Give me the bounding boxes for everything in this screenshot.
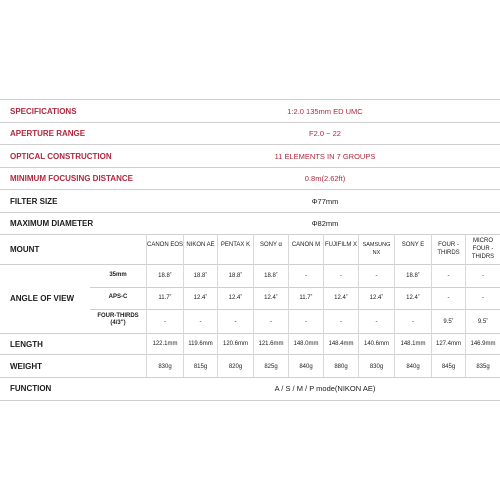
weight-cell: 815g (193, 364, 208, 370)
weight-cell: 840g (406, 364, 420, 370)
rule (0, 212, 500, 213)
col-rule (323, 234, 324, 377)
length-cell: 140.6mm (363, 341, 389, 347)
aov-cell: - (412, 319, 414, 325)
mount-column: FOUR -THIRDS (437, 242, 460, 256)
aov-cell: 18.8˚ (193, 273, 208, 279)
rule (90, 309, 500, 310)
mount-column: MICRO FOUR -THIDRS (471, 238, 495, 260)
mount-column: CANON EOS (147, 242, 184, 248)
length-cell: 148.4mm (328, 341, 354, 347)
format-label: APS-C (108, 294, 128, 300)
aov-cell: 18.8˚ (158, 273, 172, 279)
aov-cell: - (199, 319, 202, 325)
aov-cell: 18.8˚ (406, 273, 420, 279)
length-cell: 120.6mm (222, 341, 248, 347)
rule (0, 400, 500, 401)
rule (0, 99, 500, 100)
aov-cell: - (164, 319, 166, 325)
rule (0, 333, 500, 334)
spec-value: 11 ELEMENTS IN 7 GROUPS (274, 152, 376, 161)
aov-cell: - (482, 295, 484, 301)
aov-cell: 12.4˚ (228, 295, 243, 301)
length-cell: 121.6mm (258, 341, 284, 347)
format-label: 35mm (109, 272, 127, 278)
weight-cell: 840g (299, 364, 313, 370)
length-cell: 146.9mm (470, 341, 496, 347)
col-rule (288, 234, 289, 377)
aov-cell: - (447, 273, 450, 279)
aov-cell: 12.4˚ (334, 295, 348, 301)
mount-label: MOUNT (10, 245, 40, 254)
mount-column: SONY E (401, 242, 425, 248)
rule (0, 377, 500, 378)
aov-cell: - (270, 319, 272, 325)
aov-cell: 11.7˚ (299, 295, 313, 301)
aov-cell: - (234, 319, 237, 325)
spec-value: 1:2.0 135mm ED UMC (287, 107, 363, 116)
length-cell: 148.0mm (293, 341, 319, 347)
rule (0, 167, 500, 168)
length-cell: 127.4mm (435, 341, 461, 347)
spec-label: OPTICAL CONSTRUCTION (10, 152, 112, 161)
aov-cell: 9.5˚ (477, 319, 489, 325)
rule (0, 234, 500, 235)
aov-cell: - (305, 273, 307, 279)
rule (90, 287, 500, 288)
mount-column: NIKON AE (186, 242, 215, 248)
aov-cell: - (305, 319, 307, 325)
function-value: A / S / M / P mode(NIKON AE) (274, 384, 376, 393)
spec-label: SPECIFICATIONS (10, 107, 77, 116)
rule (0, 189, 500, 190)
col-rule (146, 234, 147, 377)
spec-label: FILTER SIZE (10, 197, 58, 206)
col-rule (253, 234, 254, 377)
rule (0, 354, 500, 355)
aov-cell: - (482, 273, 484, 279)
angle-of-view-label: ANGLE OF VIEW (10, 294, 74, 303)
aov-cell: 12.4˚ (406, 295, 420, 301)
aov-cell: 12.4˚ (264, 295, 278, 301)
rule (0, 144, 500, 145)
spec-label: MINIMUM FOCUSING DISTANCE (10, 174, 133, 183)
format-label: FOUR-THIRDS (4/3") (97, 313, 139, 326)
aov-cell: - (375, 273, 378, 279)
length-label: LENGTH (10, 340, 43, 349)
aov-cell: - (447, 295, 450, 301)
aov-cell: 12.4˚ (369, 295, 384, 301)
weight-cell: 830g (369, 364, 384, 370)
mount-column: PENTAX K (220, 242, 251, 248)
mount-column: FUJIFILM X (324, 242, 357, 248)
weight-cell: 825g (264, 364, 278, 370)
aov-cell: 12.4˚ (193, 295, 208, 301)
weight-cell: 845g (441, 364, 456, 370)
rule (0, 264, 500, 265)
length-cell: 119.6mm (188, 341, 213, 347)
weight-cell: 820g (228, 364, 243, 370)
weight-cell: 830g (158, 364, 172, 370)
col-rule (217, 234, 218, 377)
aov-cell: - (340, 319, 342, 325)
weight-label: WEIGHT (10, 362, 42, 371)
aov-cell: 9.5˚ (443, 319, 454, 325)
weight-cell: 880g (334, 364, 348, 370)
col-rule (183, 234, 184, 377)
mount-column: SAMSUNG NX (362, 242, 391, 256)
aov-cell: 18.8˚ (264, 273, 278, 279)
aov-cell: - (340, 273, 342, 279)
length-cell: 148.1mm (400, 341, 426, 347)
spec-label: APERTURE RANGE (10, 129, 86, 138)
length-cell: 122.1mm (152, 341, 178, 347)
col-rule (394, 234, 395, 377)
function-label: FUNCTION (10, 384, 52, 393)
spec-label: MAXIMUM DIAMETER (10, 219, 94, 228)
aov-cell: 18.8˚ (228, 273, 243, 279)
aov-cell: - (375, 319, 378, 325)
weight-cell: 835g (476, 364, 490, 370)
spec-value: Φ82mm (311, 219, 339, 228)
mount-column: CANON M (291, 242, 321, 248)
spec-value: 0.8m(2.62ft) (304, 174, 346, 183)
mount-column: SONY α (259, 242, 283, 248)
spec-value: Φ77mm (311, 197, 339, 206)
rule (0, 122, 500, 123)
spec-value: F2.0 ~ 22 (309, 129, 341, 138)
aov-cell: 11.7˚ (158, 295, 172, 301)
